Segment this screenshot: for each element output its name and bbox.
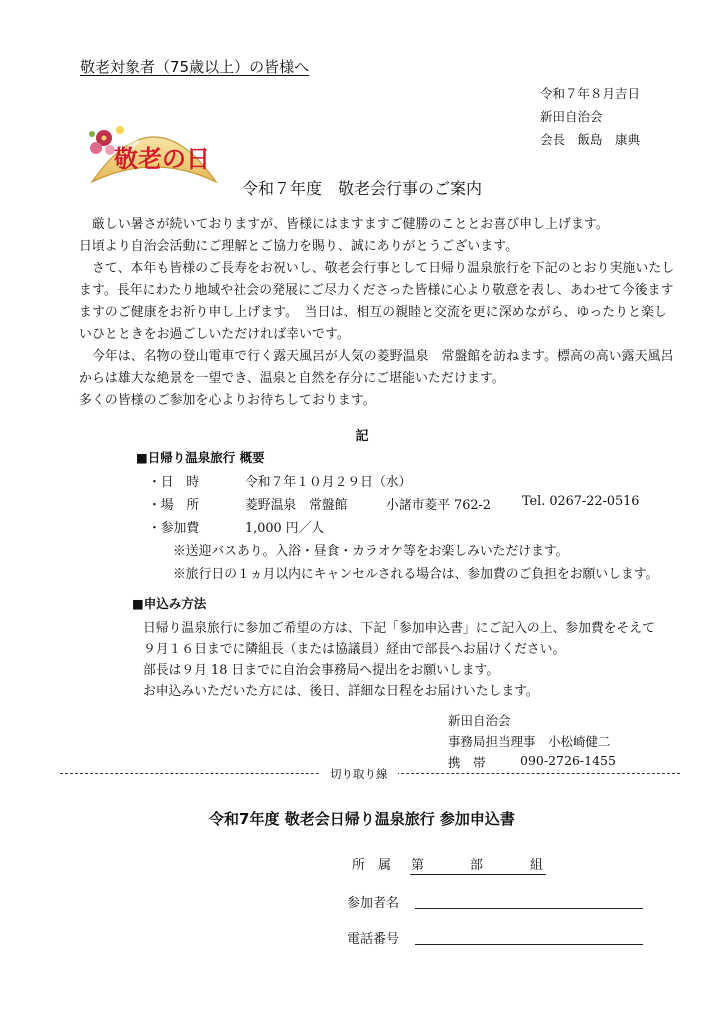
note-line: ※送迎バスあり。入浴・昼食・カラオケ等をお楽しみいただけます。 bbox=[173, 544, 569, 559]
participant-name-label: 参加者名 bbox=[347, 896, 400, 911]
affiliation-dai: 第 bbox=[411, 858, 425, 873]
cut-line-label: 切り取り線 bbox=[320, 766, 398, 782]
logo-text: 敬老の日 bbox=[114, 144, 210, 173]
date-value: 令和７年１０月２９日（水） bbox=[245, 475, 412, 490]
form-title: 令和7年度 敬老会日帰り温泉旅行 参加申込書 bbox=[209, 810, 515, 828]
body-line: 日頃より自治会活動にご理解とご協力を賜り、誠にありがとうございます。 bbox=[79, 239, 519, 254]
body-line: さて、本年も皆様のご長寿をお祝いし、敬老会行事として日帰り温泉旅行を下記のとおり実施いたし bbox=[79, 261, 675, 276]
fee-label: ・参加費 bbox=[148, 521, 200, 536]
sender-organization: 新田自治会 bbox=[540, 109, 603, 124]
affiliation-kumi: 組 bbox=[530, 858, 544, 873]
apply-heading: ■申込み方法 bbox=[132, 596, 207, 611]
page-title: 令和７年度 敬老会行事のご案内 bbox=[241, 179, 482, 198]
issue-date: 令和７年８月吉日 bbox=[540, 86, 641, 101]
apply-line: 日帰り温泉旅行に参加ご希望の方は、下記「参加申込書」にご記入の上、参加費をそえて bbox=[143, 621, 655, 636]
affiliation-field[interactable] bbox=[410, 874, 546, 875]
body-line: からは雄大な絶景を一望でき、温泉と自然を存分にご堪能いただけます。 bbox=[79, 371, 505, 386]
contact-phone-label: 携 帯 bbox=[448, 755, 486, 770]
body-line: ますのご健康をお祈り申し上げます。 当日は、相互の親睦と交流を更に深めながら、ゆったりと楽し bbox=[79, 305, 668, 320]
body-line: ます。長年にわたり地域や社会の発展にご尽力くださった皆様に心より敬意を表し、あわせて今後ます bbox=[79, 283, 674, 298]
addressee: 敬老対象者（75歳以上）の皆様へ bbox=[80, 58, 310, 76]
date-label: ・日 時 bbox=[148, 475, 200, 490]
affiliation-label: 所 属 bbox=[352, 858, 392, 873]
body-line: 厳しい暑さが続いておりますが、皆様にはますますご健勝のこととお喜び申し上げます。 bbox=[79, 217, 609, 232]
body-line: 今年は、名物の登山電車で行く露天風呂が人気の菱野温泉 常盤館を訪ねます。標高の高い露天風呂 bbox=[79, 349, 674, 364]
place-name: 菱野温泉 常盤館 bbox=[245, 498, 348, 513]
apply-line: ９月１６日までに隣組長（または協議員）経由で部長へお届けください。 bbox=[143, 642, 566, 657]
affiliation-bu: 部 bbox=[470, 858, 484, 873]
contact-role: 事務局担当理事 小松崎健二 bbox=[448, 734, 611, 749]
place-tel: Tel. 0267-22-0516 bbox=[522, 494, 640, 509]
note-line: ※旅行日の１ヵ月以内にキャンセルされる場合は、参加費のご負担をお願いします。 bbox=[173, 567, 659, 582]
participant-name-field[interactable] bbox=[415, 908, 643, 909]
apply-line: 部長は９月 18 日までに自治会事務局へ提出をお願いします。 bbox=[143, 663, 500, 678]
contact-phone: 090-2726-1455 bbox=[520, 753, 616, 768]
ki-heading: 記 bbox=[355, 429, 369, 444]
apply-line: お申込みいただいた方には、後日、詳細な日程をお届けいたします。 bbox=[143, 684, 539, 699]
body-line: 多くの皆様のご参加を心よりお待ちしております。 bbox=[79, 393, 376, 408]
phone-number-field[interactable] bbox=[415, 944, 643, 945]
sender-president: 会長 飯島 康典 bbox=[540, 132, 641, 147]
phone-number-label: 電話番号 bbox=[347, 932, 400, 947]
overview-heading: ■日帰り温泉旅行 概要 bbox=[136, 450, 265, 465]
contact-org: 新田自治会 bbox=[448, 713, 511, 728]
place-label: ・場 所 bbox=[148, 498, 200, 513]
fee-value: 1,000 円／人 bbox=[245, 521, 325, 536]
place-address: 小諸市菱平 762-2 bbox=[386, 498, 491, 513]
body-line: いひとときをお過ごしいただければ幸いです。 bbox=[79, 327, 350, 342]
